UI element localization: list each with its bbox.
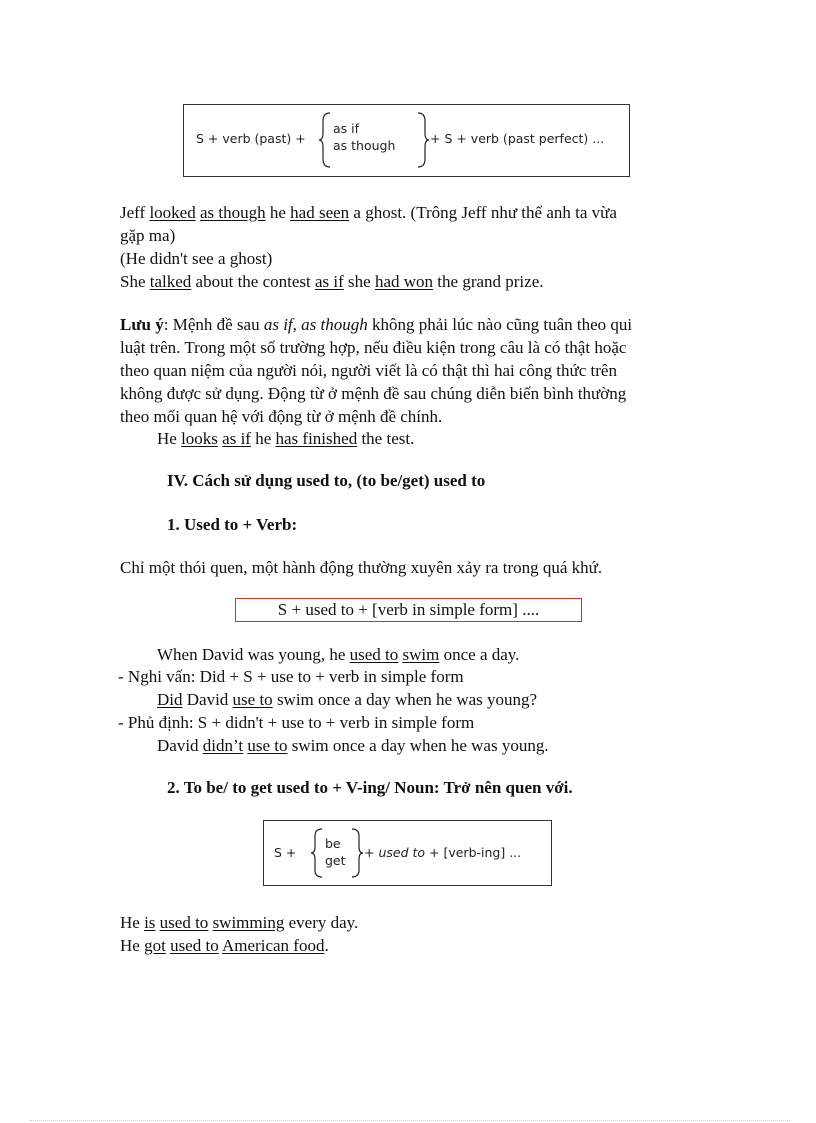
example-jeff-note: (He didn't see a ghost) [120, 249, 273, 268]
formula-right: + S + verb (past perfect) ... [430, 131, 605, 146]
used-to-formula-box: S + used to + [verb in simple form] .... [235, 598, 582, 622]
example-david-young: When David was young, he used to swim once a day. [157, 645, 520, 664]
formula2-option-be: be [325, 836, 341, 851]
formula2-left: S + [274, 845, 297, 860]
note-line-1: Lưu ý: Mệnh đề sau as if, as though không phải lúc nào cũng tuân theo qui [120, 315, 633, 334]
formula-left: S + verb (past) + [196, 131, 306, 146]
example-jeff-cont: gặp ma) [120, 226, 176, 245]
formula-option-as-if: as if [333, 121, 360, 136]
note-line-3: theo quan niệm của người nói, người viết là có thật thì hai công thức trên [120, 361, 617, 380]
right-brace-icon [350, 827, 364, 879]
note-line-4: không được sử dụng. Động từ ở mệnh đề sau chúng diễn biến bình thường [120, 384, 627, 403]
page-bottom-divider [30, 1120, 790, 1121]
example-she: She talked about the contest as if she had won the grand prize. [120, 272, 544, 291]
formula2-right: + used to + [verb-ing] ... [364, 845, 522, 860]
left-brace-icon [310, 827, 324, 879]
be-get-used-to-formula-box [263, 820, 552, 886]
subsection-1-description: Chỉ một thói quen, một hành động thường xuyên xảy ra trong quá khứ. [120, 558, 603, 577]
note-line-2: luật trên. Trong một số trường hợp, nếu điều kiện trong câu là có thật hoặc [120, 338, 627, 357]
subsection-2-heading: 2. To be/ to get used to + V-ing/ Noun: Trở nên quen với. [167, 778, 573, 797]
note-line-5: theo mối quan hệ với động từ ở mệnh đề chính. [120, 407, 443, 426]
right-brace-icon [416, 111, 430, 169]
example-he-looks: He looks as if he has finished the test. [157, 429, 415, 448]
example-jeff: Jeff looked as though he had seen a ghost. (Trông Jeff như thể anh ta vừa [120, 203, 617, 222]
negative-rule: - Phủ định: S + didn't + use to + verb in simple form [118, 713, 475, 732]
formula-option-as-though: as though [333, 138, 396, 153]
formula2-option-get: get [325, 853, 346, 868]
negative-example: David didn’t use to swim once a day when he was young. [157, 736, 549, 755]
section-4-heading: IV. Cách sử dụng used to, (to be/get) used to [167, 471, 486, 490]
example-he-is-used-to: He is used to swimming every day. [120, 913, 359, 932]
as-if-formula-box [183, 104, 630, 177]
question-rule: - Nghi vấn: Did + S + use to + verb in simple form [118, 667, 464, 686]
question-example: Did David use to swim once a day when he was young? [157, 690, 538, 709]
subsection-1-heading: 1. Used to + Verb: [167, 515, 298, 534]
example-he-got-used-to: He got used to American food. [120, 936, 329, 955]
left-brace-icon [318, 111, 332, 169]
